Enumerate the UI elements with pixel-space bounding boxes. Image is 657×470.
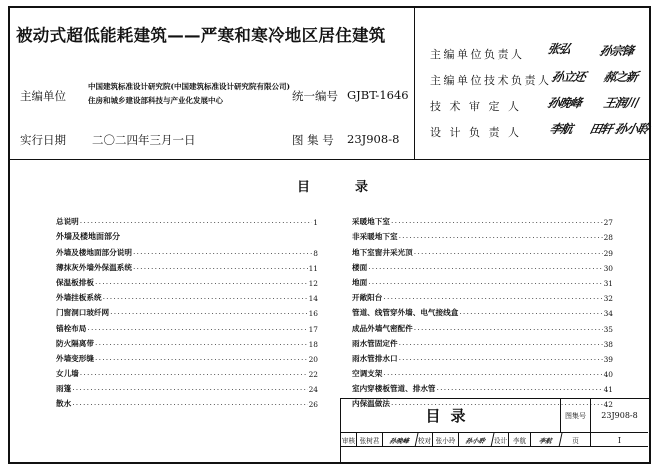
toc-entry-title: 楼面 — [352, 262, 368, 272]
toc-entry-title: 女儿墙 — [56, 369, 79, 379]
signature-label-1: 主编单位负责人 — [430, 48, 525, 61]
toc-entry-title: 地下室窗井采光顶 — [352, 247, 413, 257]
toc-entry-page: 29 — [603, 248, 613, 258]
toc-entry-title: 锚栓布局 — [56, 323, 87, 333]
toc-entry-title: 雨水管排水口 — [352, 353, 398, 363]
toc-leader-dots — [368, 279, 602, 288]
toc-entry-page: 30 — [603, 263, 613, 273]
toc-entry-page: 12 — [308, 278, 318, 288]
toc-entry-title: 内保温做法 — [352, 399, 390, 409]
toc-entry-page: 14 — [308, 294, 318, 304]
toc-entry[interactable] — [352, 258, 613, 273]
toc-entry[interactable] — [56, 318, 318, 333]
toc-entry-title: 非采暖地下室 — [352, 232, 398, 242]
toc-entry[interactable] — [56, 303, 318, 318]
toc-entry-page: 27 — [603, 218, 613, 228]
toc-entry-title: 管道、线管穿外墙、电气接线盒 — [352, 308, 459, 318]
toc-entry-page: 11 — [308, 263, 318, 273]
toc-entry-title: 散水 — [56, 399, 72, 409]
toc-entry-title: 门窗洞口玻纤网 — [56, 308, 110, 318]
toc-entry-title: 保温板排板 — [56, 277, 94, 287]
editor-unit-line-2: 住房和城乡建设部科技与产业化发展中心 — [88, 96, 223, 105]
unified-number-label: 统一编号 — [292, 89, 338, 103]
toc-entry[interactable] — [352, 379, 613, 394]
toc-entry-page: 32 — [603, 294, 613, 304]
toc-entry-title: 薄抹灰外墙外保温系统 — [56, 262, 132, 272]
toc-leader-dots — [72, 385, 307, 394]
toc-leader-dots — [383, 294, 602, 303]
title-block — [340, 398, 649, 462]
toc-entry[interactable] — [352, 212, 613, 227]
title-block-name: 目录 — [341, 399, 561, 433]
toc-entry-title: 外墙挂板系统 — [56, 293, 102, 303]
toc-entry-page: 1 — [313, 218, 318, 228]
toc-entry-page: 31 — [603, 278, 613, 288]
toc-entry-page: 26 — [308, 400, 318, 410]
design-name: 李航 — [509, 433, 531, 447]
toc-title-left: 目 — [297, 180, 311, 195]
signature-2b: 郝之新 — [602, 70, 639, 84]
toc-entry-title: 成品外墙气密配件 — [352, 323, 413, 333]
toc-left-column — [56, 212, 318, 409]
toc-leader-dots — [414, 325, 603, 334]
title-block-atlas-number: 23J908-8 — [591, 399, 648, 433]
toc-entry-page: 42 — [603, 400, 613, 410]
toc-entry-page: 38 — [603, 339, 613, 349]
toc-entry[interactable] — [352, 349, 613, 364]
atlas-number: 23J908-8 — [347, 132, 400, 146]
toc-entry[interactable] — [56, 258, 318, 273]
toc-leader-dots — [399, 340, 603, 349]
design-label: 设计 — [493, 433, 509, 447]
toc-entry-page: 35 — [603, 324, 613, 334]
toc-entry[interactable] — [56, 212, 318, 227]
toc-entry-page: 24 — [308, 385, 318, 395]
toc-entry-title: 外墙及楼地面部分 — [56, 231, 120, 242]
signature-label-2: 主编单位技术负责人 — [430, 74, 552, 87]
toc-entry-title: 雨水管固定件 — [352, 338, 398, 348]
toc-entry[interactable] — [352, 334, 613, 349]
toc-leader-dots — [80, 370, 308, 379]
toc-leader-dots — [133, 249, 312, 258]
toc-entry-title: 外墙及楼地面部分说明 — [56, 247, 132, 257]
page-number: I — [617, 435, 622, 445]
toc-entry[interactable] — [352, 364, 613, 379]
toc-entry-title: 总说明 — [56, 217, 79, 227]
toc-entry-page: 40 — [603, 370, 613, 380]
toc-leader-dots — [95, 279, 308, 288]
toc-entry-page: 17 — [308, 324, 318, 334]
atlas-title: 被动式超低能耗建筑——严寒和寒冷地区居住建筑 — [16, 26, 386, 45]
header-info-panel — [10, 8, 415, 160]
toc-entry-page: 34 — [603, 309, 613, 319]
toc-entry-page: 16 — [308, 309, 318, 319]
review-label: 审核 — [341, 433, 357, 447]
toc-leader-dots — [368, 264, 602, 273]
unified-number: GJBT-1646 — [347, 88, 409, 102]
toc-entry[interactable] — [352, 273, 613, 288]
impl-date-label: 实行日期 — [20, 133, 66, 147]
toc-entry[interactable] — [352, 303, 613, 318]
check-label: 校对 — [417, 433, 433, 447]
toc-entry[interactable] — [56, 334, 318, 349]
toc-leader-dots — [133, 264, 308, 273]
review-signature: 孙晚峰 — [382, 433, 419, 447]
toc-leader-dots — [72, 400, 307, 409]
toc-entry[interactable] — [56, 288, 318, 303]
toc-right-column — [352, 212, 613, 409]
toc-leader-dots — [383, 370, 602, 379]
editor-unit-line-1: 中国建筑标准设计研究院(中国建筑标准设计研究院有限公司) — [88, 82, 291, 91]
signature-2a: 孙立还 — [550, 70, 587, 84]
toc-entry-page: 28 — [603, 233, 613, 243]
toc-entry-title: 开敞阳台 — [352, 293, 383, 303]
atlas-number-label: 图 集 号 — [292, 133, 334, 147]
signature-label-3: 技 术 审 定 人 — [430, 100, 522, 113]
toc-leader-dots — [110, 309, 307, 318]
title-block-atlas-label: 图集号 — [561, 399, 591, 433]
toc-leader-dots — [80, 218, 313, 227]
editor-unit-label: 主编单位 — [20, 89, 66, 103]
signature-1b: 孙宗锋 — [598, 44, 635, 58]
toc-leader-dots — [459, 309, 602, 318]
impl-date: 二〇二四年三月一日 — [92, 133, 196, 147]
check-name: 张小玲 — [433, 433, 459, 447]
toc-entry[interactable] — [352, 318, 613, 333]
toc-entry-title: 防火隔离带 — [56, 338, 94, 348]
toc-entry[interactable] — [56, 273, 318, 288]
signature-3a: 孙晚峰 — [546, 96, 583, 110]
toc-entry-title: 地面 — [352, 277, 368, 287]
toc-entry[interactable] — [352, 227, 613, 242]
toc-entry[interactable] — [56, 242, 318, 257]
toc-leader-dots — [95, 340, 308, 349]
toc-leader-dots — [103, 294, 308, 303]
page-label: 页 — [561, 433, 591, 447]
toc-entry-title: 外墙变形缝 — [56, 353, 94, 363]
signature-3b: 王润川 — [602, 96, 639, 110]
toc-leader-dots — [399, 355, 603, 364]
signature-4a: 李航 — [548, 122, 574, 136]
toc-leader-dots — [437, 385, 603, 394]
signature-1a: 张弘 — [546, 42, 572, 56]
toc-leader-dots — [87, 325, 307, 334]
toc-leader-dots — [414, 249, 603, 258]
toc-entry-page: 22 — [308, 370, 318, 380]
toc-entry-page: 20 — [308, 354, 318, 364]
signature-4b: 田轩 孙小聆 — [588, 122, 650, 136]
toc-entry[interactable] — [56, 394, 318, 409]
toc-entry-title: 雨篷 — [56, 384, 72, 394]
signature-label-4: 设 计 负 责 人 — [430, 126, 522, 139]
toc-entry[interactable] — [56, 364, 318, 379]
design-signature: 李航 — [530, 433, 563, 447]
toc-leader-dots — [399, 233, 603, 242]
toc-entry-title: 空调支架 — [352, 369, 383, 379]
review-name: 张树君 — [357, 433, 383, 447]
toc-entry-title: 室内穿楼板管道、排水管 — [352, 384, 436, 394]
toc-entry[interactable] — [56, 349, 318, 364]
toc-entry-page: 39 — [603, 354, 613, 364]
toc-entry-title: 采暖地下室 — [352, 217, 390, 227]
toc-entry[interactable] — [352, 288, 613, 303]
toc-title-right: 录 — [355, 180, 369, 195]
toc-leader-dots — [95, 355, 308, 364]
toc-entry-page: 8 — [313, 248, 318, 258]
check-signature: 孙小聆 — [458, 433, 495, 447]
toc-section-heading — [56, 227, 318, 242]
title-block-approvals — [341, 433, 648, 447]
editor-unit-names — [88, 80, 290, 108]
toc-leader-dots — [391, 218, 603, 227]
toc-entry[interactable] — [352, 242, 613, 257]
sheet-header — [10, 8, 649, 160]
toc-entry-page: 41 — [603, 385, 613, 395]
drawing-sheet — [8, 6, 651, 464]
toc-entry[interactable] — [56, 379, 318, 394]
toc-entry-page: 18 — [308, 339, 318, 349]
